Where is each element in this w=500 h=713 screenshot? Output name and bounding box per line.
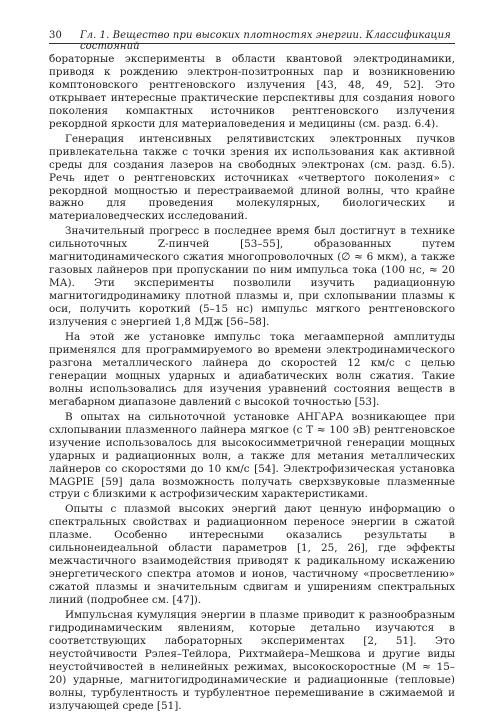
paragraph: боратoрные эксперименты в области квантовой электродинамики, приводя к рождению электрон-позитронных пар и возникновению комптоновского рентгеновского излучения [43, 48, 49, 52]. Это открывает интересные практические перспективы для создания нового поколения компактных источников рентгеновского излучения рекордной яркости для материаловедения и медицины (см. разд. 6.4). bbox=[49, 53, 455, 130]
header-rule bbox=[49, 43, 455, 44]
body-text bbox=[49, 53, 455, 713]
running-header bbox=[49, 30, 455, 52]
paragraph: Значительный прогресс в последнее время был достигнут в технике сильноточных Z-пинчей [53–55], образованных путем магнитодинамического сжатия многопроволочных (∅ ≈ 6 мкм), а также газовых лайнеров при пропускании по ним импульса тока (100 нс, ≈ 20 МА). Эти эксперименты позволили изучить радиационную магнитогидродинамику плотной плазмы и, при схлопывании плазмы к оси, получить короткий (5–15 нс) импульс мягкого рентгеновского излучения с энергией 1,8 МДж [56–58]. bbox=[49, 225, 455, 329]
page-number: 30 bbox=[49, 30, 62, 41]
paragraph: На этой же установке импульс тока мегаамперной амплитуды применялся для программируемого во времени электродинамического разгона металлического лайнера до скоростей 12 км/с с целью генерации мощных ударных и адиабатических волн сжатия. Такие волны использовались для изучения уравнений состояния веществ в мегабарном диапазоне давлений с высокой точностью [53]. bbox=[49, 331, 455, 408]
paragraph: Генерация интенсивных релятивистских электронных пучков привлекательна также с точки зрения их использования как активной среды для создания лазеров на свободных электронах (см. разд. 6.5). Речь идет о рентгеновских источниках «четвертого поколения» с рекордной мощностью и перестраиваемой длиной волны, что крайне важно для проведения молекулярных, биологических и материаловедческих исследований. bbox=[49, 132, 455, 223]
paragraph: Опыты с плазмой высоких энергий дают ценную информацию о спектральных свойствах и радиационном переносе энергии в сжатой плазме. Особенно интересными оказались результаты в сильнонеидеальной области параметров [1, 25, 26], где эффекты межчастичного взаимодействия приводят к радикальному искажению энергетического спектра атомов и ионов, частичному «просветлению» сжатой плазмы и значительным сдвигам и уширениям спектральных линий (подробнее см. [47]). bbox=[49, 503, 455, 607]
paragraph: В опытах на сильноточной установке АНГАРА возникающее при схлопывании плазменного лайнера мягкое (с T ≈ 100 эВ) рентгеновское изучение использовалось для высокосимметричной генерации мощных ударных и радиационных волн, а также для метания металлических лайнеров со скоростями до 10 км/с [54]. Электрофизическая установка MAGPIE [59] дала возможность получать сверхзвуковые плазменные струи с близкими к астрофизическим характеристиками. bbox=[49, 410, 455, 501]
running-title: Гл. 1. Вещество при высоких плотностях энергии. Классификация состояний bbox=[79, 30, 451, 52]
paragraph: Импульсная кумуляция энергии в плазме приводит к разнообразным гидродинамическим явлениям, которые детально изучаются в соответствующих лабораторных экспериментах [2, 51]. Это неустойчивости Рэлея–Тейлора, Рихтмайера–Мешкова и другие виды неустойчивостей в нелинейных режимах, высокоскоростные (M ≈ 15–20) ударные, магнитогидродинамические и радиационные (тепловые) волны, турбулентность и турбулентное перемешивание в сжимаемой и излучающей среде [51]. bbox=[49, 609, 455, 712]
